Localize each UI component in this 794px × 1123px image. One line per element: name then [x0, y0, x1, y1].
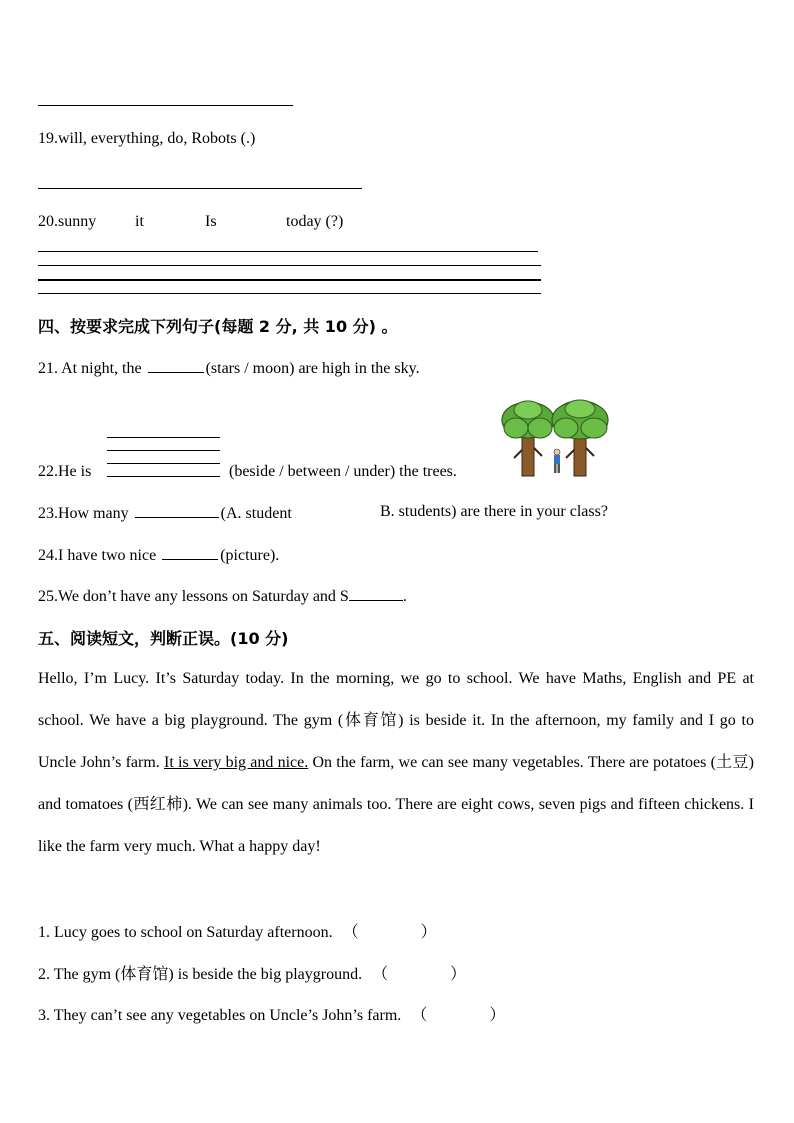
boy-figure	[554, 449, 560, 473]
question-24-suffix: (picture).	[220, 547, 280, 564]
section-5-title: 五、阅读短文，判断正误。(10 分)	[38, 629, 289, 648]
question-25-suffix: .	[402, 588, 407, 605]
question-20-word-1: 20.sunny	[38, 213, 97, 230]
question-23-option-a: (A. student	[220, 505, 292, 522]
judge-question-3	[38, 1002, 505, 1025]
answer-line-18	[38, 105, 293, 106]
answer-line-20d	[38, 293, 541, 294]
question-24-prefix: 24.I have two nice	[38, 547, 157, 564]
judge-question-3-text: 3. They can’t see any vegetables on Uncle’s John’s farm.	[38, 1007, 402, 1024]
question-23-option-b: B. students) are there in your class?	[380, 503, 608, 520]
question-22-blank-line-3	[107, 463, 220, 464]
judge-question-2-close-paren: ）	[450, 966, 467, 983]
question-23	[38, 503, 292, 523]
question-21-suffix: (stars / moon) are high in the sky.	[205, 360, 420, 377]
judge-question-1	[38, 919, 437, 942]
question-24-blank[interactable]	[162, 545, 218, 560]
judge-question-1-close-paren: ）	[420, 924, 437, 941]
question-22-blank-line-1	[107, 437, 220, 438]
question-19: 19.will, everything, do, Robots (.)	[38, 130, 256, 147]
passage-underlined-sentence: It is very big and nice.	[164, 754, 309, 771]
judge-question-2	[38, 961, 466, 984]
question-25-blank[interactable]	[349, 586, 403, 601]
judge-question-1-open-paren: （	[342, 924, 359, 941]
question-20-word-4: today (?)	[286, 213, 344, 230]
question-20-word-2: it	[135, 213, 144, 230]
question-24	[38, 545, 279, 565]
section-4-title: 四、按要求完成下列句子(每题 2 分, 共 10 分) 。	[38, 317, 398, 336]
question-22-blank-line-2	[107, 450, 220, 451]
question-21-blank[interactable]	[148, 358, 204, 373]
question-23-blank[interactable]	[135, 503, 219, 518]
question-25	[38, 586, 407, 606]
answer-line-19	[38, 188, 362, 189]
judge-question-2-text: 2. The gym (体育馆) is beside the big playground.	[38, 966, 363, 983]
passage-part-1: Hello, I’m Lucy. It’s Saturday today. In the morning, we go to school. We have Maths, English and PE at school. We have a big playground. The gym (体育馆) is beside it. In the afternoon, my family and I go to Uncle John’s farm.	[38, 670, 754, 771]
judge-question-3-close-paren: ）	[489, 1007, 506, 1024]
question-21-prefix: 21. At night, the	[38, 360, 142, 377]
answer-line-20c	[38, 279, 541, 281]
question-22-prefix: 22.He is	[38, 463, 92, 480]
judge-question-3-open-paren: （	[411, 1007, 428, 1024]
answer-line-20b	[38, 265, 541, 266]
question-21	[38, 358, 420, 378]
question-23-prefix: 23.How many	[38, 505, 129, 522]
right-tree	[552, 400, 608, 476]
answer-line-20a	[38, 251, 538, 252]
question-22-suffix: (beside / between / under) the trees.	[229, 463, 457, 480]
passage-part-2: On the farm, we can see many vegetables. There are potatoes (土豆) and tomatoes (西红柿). We can see many animals too. There are eight cows, seven pigs and fifteen chickens. I like the farm very much. What a happy day!	[38, 754, 754, 855]
question-25-prefix: 25.We don’t have any lessons on Saturday and S	[38, 588, 349, 605]
judge-question-1-text: 1. Lucy goes to school on Saturday afternoon.	[38, 924, 333, 941]
judge-question-2-open-paren: （	[372, 966, 389, 983]
question-22-blank-line-4[interactable]	[107, 476, 220, 477]
question-20-word-3: Is	[205, 213, 217, 230]
left-tree	[502, 401, 554, 476]
reading-passage	[38, 658, 754, 868]
trees-icon	[500, 398, 616, 478]
